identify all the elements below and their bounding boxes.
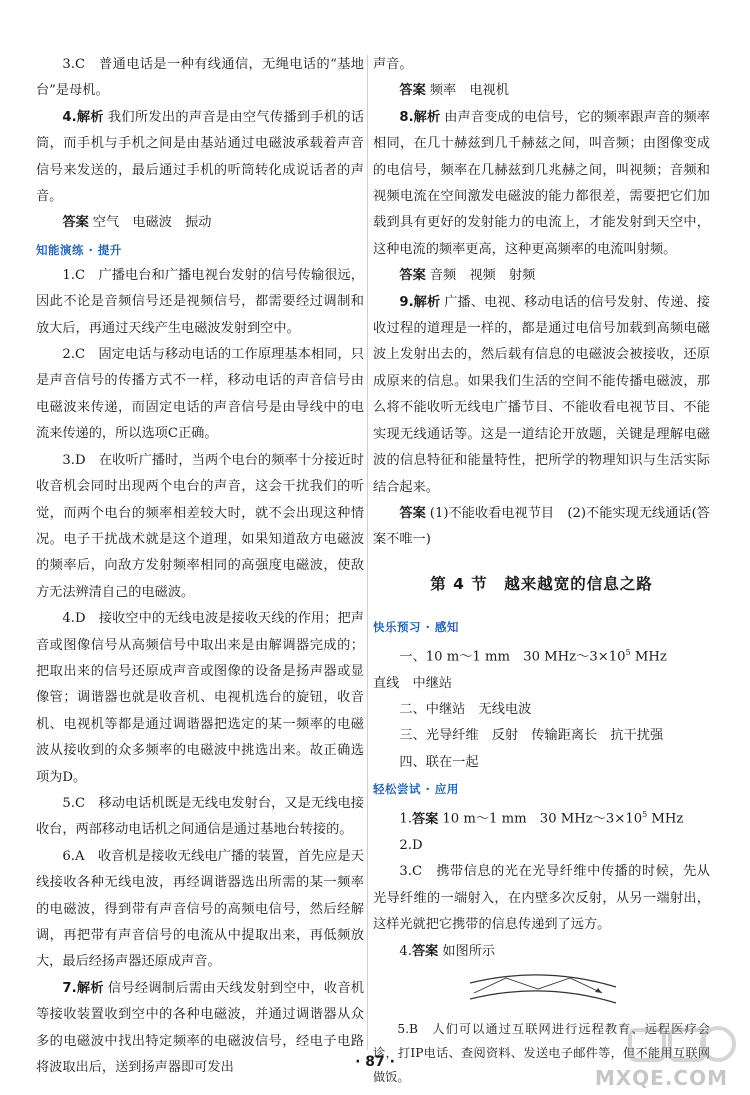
p7-text: 信号经调制后需由天线发射到空中，收音机等接收装置收到空中的各种电磁波，并通过调谐器从众多的电磁波中找出特定频率的电磁波信号，经电子电路将波取出后，送到扬声器即可发出 (36, 980, 365, 1076)
preview-1-cont: 直线 中继站 (373, 675, 453, 691)
try-2: 2.D (399, 837, 423, 853)
answer-p8 (373, 105, 710, 263)
try-1-num: 1. (399, 811, 412, 827)
answer-p1: 1.C 广播电台和广播电视台发射的信号传输很远，因此不论是音频信号还是视频信号，都需要经过调制和放大后，再通过天线产生电磁波发射到空中。 (36, 267, 364, 336)
section-heading-zhineng: 知能演练 · 提升 (36, 242, 122, 257)
p7-answer (373, 78, 710, 104)
try-1-sup: 5 (642, 810, 648, 820)
answer-q3: 3.C 普通电话是一种有线通信，无绳电话的“基地台”是母机。 (36, 57, 364, 99)
watermark-mark-icon (626, 1022, 736, 1072)
optical-fiber-diagram (468, 969, 618, 1009)
preview-1-a: 一、10 m～1 mm 30 MHz～3×10 (399, 649, 626, 665)
answer-p6: 6.A 收音机是接收无线电广播的装置，首先应是天线接收各种无线电波，再经调谐器选出所需的某一频率的电磁波，得到带有声音信号的高频电信号，然后经解调，再把带有声音信号的电流从中提取出来，再低频放大，最后经扬声器还原成声音。 (36, 848, 364, 970)
p9-text: 广播、电视、移动电话的信号发射、传递、接收过程的道理是一样的，都是通过电信号加载到高频电磁波上发射出去的，然后载有信息的电磁波会被接收，还原成原来的信息。如果我们生活的空间不能传播电磁波，那么将不能收听无线电广播节目、不能收看电视节目、不能实现无线通话等。这是一道结论开放题，关键是理解电磁波的信息特征和能量特性，把所学的物理知识与生活实际结合起来。 (373, 294, 710, 495)
answer-p9 (373, 290, 710, 501)
answer-p4: 4.D 接收空中的无线电波是接收天线的作用；把声音或图像信号从高频信号中取出来是由解调器完成的；把取出来的信号还原成声音或图像的设备是扬声器或显像管；调谐器也就是收音机、电视机选台的旋钮，收音机、电视机等都是通过调谐器把选定的某一频率的电磁波从接收到的众多频率的电磁波中挑选出来。故正确选项为D。 (36, 611, 364, 785)
try-1-a: 10 m～1 mm 30 MHz～3×10 (442, 811, 643, 827)
column-divider (367, 55, 368, 1050)
chapter-title: 第 4 节 越来越宽的信息之路 (430, 574, 653, 593)
q4-text: 我们所发出的声音是由空气传播到手机的话筒，而手机与手机之间是由基站通过电磁波承载着声音信号来发送的，最后通过手机的听筒转化成说话者的声音。 (36, 109, 365, 205)
p8-answer-key: 答案 (399, 268, 426, 284)
p9-answer (373, 501, 710, 554)
try-3: 3.C 携带信息的光在光导纤维中传播的时候，先从光导纤维的一端射入，在内壁多次反射，从另一端射出，这样光就把它携带的信息传递到了远方。 (373, 864, 710, 933)
p9-label: 9.解析 (399, 294, 441, 310)
p7-answer-key: 答案 (399, 83, 426, 99)
section-heading-qingsong: 轻松尝试 · 应用 (373, 782, 459, 797)
try-4-text: 如图所示 (442, 943, 496, 959)
try-1-key: 答案 (411, 811, 439, 827)
q4-label: 4.解析 (62, 109, 104, 125)
answer-p2: 2.C 固定电话与移动电话的工作原理基本相同，只是声音信号的传播方式不一样，移动电话的声音信号由电磁波来传递，而固定电话的声音信号是由导线中的电流来传递的，所以选项C正确。 (36, 347, 364, 442)
try-4-key: 答案 (411, 943, 439, 959)
preview-4: 四、联在一起 (399, 754, 479, 770)
answer-p5: 5.C 移动电话机既是无线电发射台，又是无线电接收台，两部移动电话机之间通信是通过基地台转接的。 (36, 795, 364, 838)
left-column (36, 52, 364, 1081)
right-column (373, 52, 710, 1089)
preview-2: 二、中继站 无线电波 (399, 701, 532, 717)
q4-answer-key: 答案 (62, 215, 89, 231)
q4-answer-text: 空气 电磁波 振动 (92, 215, 212, 231)
p8-label: 8.解析 (399, 109, 441, 125)
p7-label: 7.解析 (62, 980, 104, 996)
p8-answer-text: 音频 视频 射频 (429, 268, 536, 284)
p7-answer-text: 频率 电视机 (429, 83, 509, 99)
fiber-outer-wall (470, 975, 616, 987)
section-heading-kuaile: 快乐预习 · 感知 (373, 619, 459, 634)
try-1 (373, 802, 710, 833)
preview-3: 三、光导纤维 反射 传输距离长 抗干扰强 (399, 728, 664, 744)
p9-answer-text: (1)不能收看电视节目 (2)不能实现无线通话(答案不唯一) (373, 505, 710, 548)
try-1-b: MHz (647, 811, 684, 827)
try-5: 5.B 人们可以通过互联网进行远程教育、远程医疗会诊，打IP电话、查阅资料、发送电子邮件等，但不能用互联网做饭。 (373, 1021, 710, 1084)
preview-1-sup: 5 (625, 647, 631, 657)
p8-text: 由声音变成的电信号，它的频率跟声音的频率相同，在几十赫兹到几千赫兹之间，叫音频；由图像变成的电信号，频率在几赫兹到几兆赫之间，叫视频；音频和视频电流在空间激发电磁波的能力都很差，需要把它们加载到具有更好的发射能力的电流上，才能发射到天空中，这种电流的频率更高，这种更高频率的电流叫射频。 (373, 109, 710, 257)
q4-answer (36, 210, 364, 236)
answer-q4 (36, 105, 364, 211)
watermark-text: MXQE.COM (594, 1066, 728, 1090)
preview-1 (373, 640, 710, 671)
fiber-inner-wall (470, 991, 616, 1003)
p9-answer-key: 答案 (399, 505, 426, 521)
preview-1-b: MHz (630, 649, 667, 665)
optical-fiber-figure (373, 969, 710, 1011)
try-4 (373, 939, 710, 965)
p7-continued: 声音。 (373, 57, 413, 72)
try-4-num: 4. (399, 943, 412, 959)
answer-p3: 3.D 在收听广播时，当两个电台的频率十分接近时收音机会同时出现两个电台的声音，这会干扰我们的听觉，而两个电台的频率相差较大时，就不会出现这种情况。电子干扰战术就是这个道理，如果知道敌方电磁波的频率后，向敌方发射频率相同的高强度电磁波，使敌方无法辨清自己的电磁波。 (36, 452, 364, 600)
p8-answer (373, 263, 710, 289)
page-number: · 87 · (355, 1054, 395, 1070)
